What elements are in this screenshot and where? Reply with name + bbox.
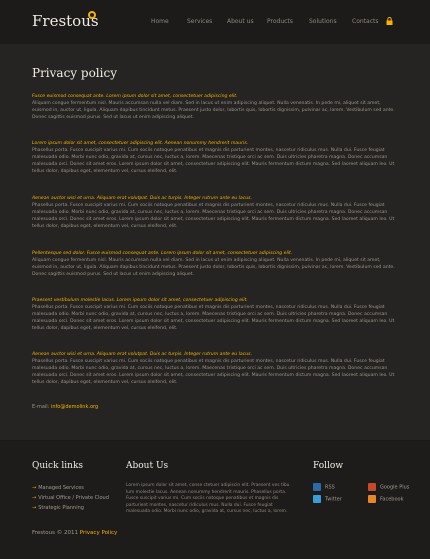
privacy-policy-link[interactable]: Privacy Policy xyxy=(79,530,118,536)
paragraph-body: Phasellus porta. Fusce suscipit varius mi. Cum sociis natoque penatibus et magnis dis parturient montes, nascetur ridiculus mus. Nulla dui. Fusce feugiat malesuada odio. Morbi nunc odio, gravida at, cursus nec, luctus a, lorem. Maecenas tristique orci ac sem. Duis ultricies pharetra magna. Donec accumsan malesuada orci. Donec sit amet eros. Lorem ipsum dolor sit amet, consectetuer adipiscing elit. Mauris fermentum dictum magna. Sed laoreet aliquam leo. Ut tellus dolor, dapibus eget, elementum vel, cursus eleifend, elit. xyxy=(32,148,395,174)
quick-link-label: Virtual Office / Private Cloud xyxy=(38,495,109,501)
arrow-icon: → xyxy=(32,485,37,491)
main-nav xyxy=(0,18,430,28)
policy-paragraph xyxy=(32,297,398,346)
paragraph-body: Phasellus porta. Fusce suscipit varius mi. Cum sociis natoque penatibus et magnis dis parturient montes, nascetur ridiculus mus. Nulla dui. Fusce feugiat malesuada odio. Morbi nunc odio, gravida at, cursus nec, luctus a, lorem. Maecenas tristique orci ac sem. Duis ultricies pharetra magna. Donec accumsan malesuada orci. Donec sit amet eros. Lorem ipsum dolor sit amet, consectetuer adipiscing elit. Mauris fermentum dictum magna. Sed laoreet aliquam leo. Ut tellus dolor, dapibus eget, elementum vel, cursus eleifend, elit. xyxy=(32,203,395,229)
policy-paragraph xyxy=(32,250,398,292)
follow-google-plus[interactable] xyxy=(368,483,409,492)
policy-paragraph xyxy=(32,195,398,244)
page-title: Privacy policy xyxy=(32,66,117,80)
email-label: E-mail: xyxy=(32,404,50,410)
follow-rss[interactable] xyxy=(313,483,335,492)
email-line xyxy=(32,404,98,410)
paragraph-heading: Pellentesque sed dolor. Fusce euismod consequat ante. Lorem ipsum dolor sit amet, consectetuer adipiscing elit. xyxy=(32,251,293,256)
follow-facebook[interactable] xyxy=(368,495,404,504)
nav-home[interactable]: Home xyxy=(151,18,169,25)
follow-twitter[interactable] xyxy=(313,495,342,504)
policy-paragraph xyxy=(32,93,398,135)
quick-links-list xyxy=(32,483,109,513)
nav-solutions[interactable]: Solutions xyxy=(309,18,337,25)
nav-products[interactable]: Products xyxy=(267,18,293,25)
site-logo[interactable]: Frestous xyxy=(32,12,99,30)
copyright xyxy=(32,530,117,536)
paragraph-heading: Fusce euismod consequat ante. Lorem ipsum dolor sit amet, consectetuer adipiscing elit. xyxy=(32,94,238,99)
quick-link-item[interactable] xyxy=(32,503,109,513)
paragraph-heading: Aenean auctor wisi et urna. Aliquam erat volutpat. Duis ac turpis. Integer rutrum ante eu lacus. xyxy=(32,352,253,357)
nav-services[interactable]: Services xyxy=(187,18,213,25)
quick-link-label: Managed Services xyxy=(38,485,84,491)
paragraph-body: Phasellus porta. Fusce suscipit varius mi. Cum sociis natoque penatibus et magnis dis parturient montes, nascetur ridiculus mus. Nulla dui. Fusce feugiat malesuada odio. Morbi nunc odio, gravida at, cursus nec, luctus a, lorem. Maecenas tristique orci ac sem. Duis ultricies pharetra magna. Donec accumsan malesuada orci. Donec sit amet eros. Lorem ipsum dolor sit amet, consectetuer adipiscing elit. Mauris fermentum dictum magna. Sed laoreet aliquam leo. Ut tellus dolor, dapibus eget, elementum vel, cursus eleifend, elit. xyxy=(32,359,395,385)
about-text: Lorem ipsum dolor sit amet, conse ctetuer adipiscin elit. Praesent ves tibu lum molestie lacus. Aenean nonummy hendrerit mauris. Phasellus porta. Fusce suscipit varius mi. Cum sociis natoque penatibus et magnis dis parturient montes, nascetur ridiculus mus. Nulla dui. Fusce feugiat malesuada odio. Morbi nunc odio, gravida at, cursus nec, luctus a, lorem. xyxy=(126,483,290,515)
follow-label: Twitter xyxy=(325,496,342,503)
follow-label: Facebook xyxy=(380,496,404,503)
facebook-icon xyxy=(368,495,376,503)
paragraph-body: Phasellus porta. Fusce suscipit varius mi. Cum sociis natoque penatibus et magnis dis parturient montes, nascetur ridiculus mus. Nulla dui. Fusce feugiat malesuada odio. Morbi nunc odio, gravida at, cursus nec, luctus a, lorem. Maecenas tristique orci ac sem. Duis ultricies pharetra magna. Donec accumsan malesuada orci. Donec sit amet eros. Lorem ipsum dolor sit amet, consectetuer adipiscing elit. Mauris fermentum dictum magna. Sed laoreet aliquam leo. Ut tellus dolor, dapibus eget, elementum vel, cursus eleifend, elit. xyxy=(32,305,395,331)
site-header xyxy=(0,0,430,44)
policy-paragraph xyxy=(32,351,398,400)
arrow-icon: → xyxy=(32,505,37,511)
site-footer xyxy=(0,441,430,559)
twitter-icon xyxy=(313,495,321,503)
about-heading: About Us xyxy=(126,461,169,471)
rss-icon xyxy=(313,483,321,491)
quick-link-item[interactable] xyxy=(32,493,109,503)
arrow-icon: → xyxy=(32,495,37,501)
lock-icon[interactable] xyxy=(386,17,393,25)
paragraph-heading: Aenean auctor wisi et urna. Aliquam erat volutpat. Duis ac turpis. Integer rutrum ante eu lacus. xyxy=(32,196,253,201)
quick-link-item[interactable] xyxy=(32,483,109,493)
paragraph-heading: Lorem ipsum dolor sit amet, consectetuer adipiscing elit. Aenean nonummy hendrerit mauris. xyxy=(32,141,249,146)
nav-contacts[interactable]: Contacts xyxy=(352,18,379,25)
paragraph-body: Aliquam congue fermentum nisl. Mauris accumsan nulla vel diam. Sed in lacus ut enim adipiscing aliquet. Nulla venenatis. In pede mi, aliquet sit amet, euismod in, auctor ut, ligula. Aliquam dapibus tincidunt metus. Praesent justo dolor, lobortis quis, lobortis dignissim, pulvinar ac, lorem. Vestibulum sed ante. Donec sagittis euismod purus. Sed ut lacus ut enim adipiscing aliquet. xyxy=(32,258,395,277)
paragraph-body: Aliquam congue fermentum nisl. Mauris accumsan nulla vel diam. Sed in lacus ut enim adipiscing aliquet. Nulla venenatis. In pede mi, aliquet sit amet, euismod in, auctor ut, ligula. Aliquam dapibus tincidunt metus. Praesent justo dolor, lobortis quis, lobortis dignissim, pulvinar ac, lorem. Vestibulum sed ante. Donec sagittis euismod purus. Sed ut lacus ut enim adipiscing aliquet. xyxy=(32,101,395,120)
google-plus-icon xyxy=(368,483,376,491)
nav-about-us[interactable]: About us xyxy=(227,18,254,25)
follow-label: Google Plus xyxy=(380,484,410,491)
policy-paragraph xyxy=(32,140,398,189)
email-link[interactable]: info@demolink.org xyxy=(50,404,99,410)
follow-label: RSS xyxy=(325,484,335,491)
follow-heading: Follow xyxy=(313,461,344,471)
copyright-text: Frestous © 2011 xyxy=(32,530,79,536)
quick-link-label: Strategic Planning xyxy=(38,505,84,511)
quick-links-heading: Quick links xyxy=(32,461,84,471)
paragraph-heading: Praesent vestibulum molestie lacus. Lorem ipsum dolor sit amet, consectetuer adipiscing elit. xyxy=(32,298,248,303)
